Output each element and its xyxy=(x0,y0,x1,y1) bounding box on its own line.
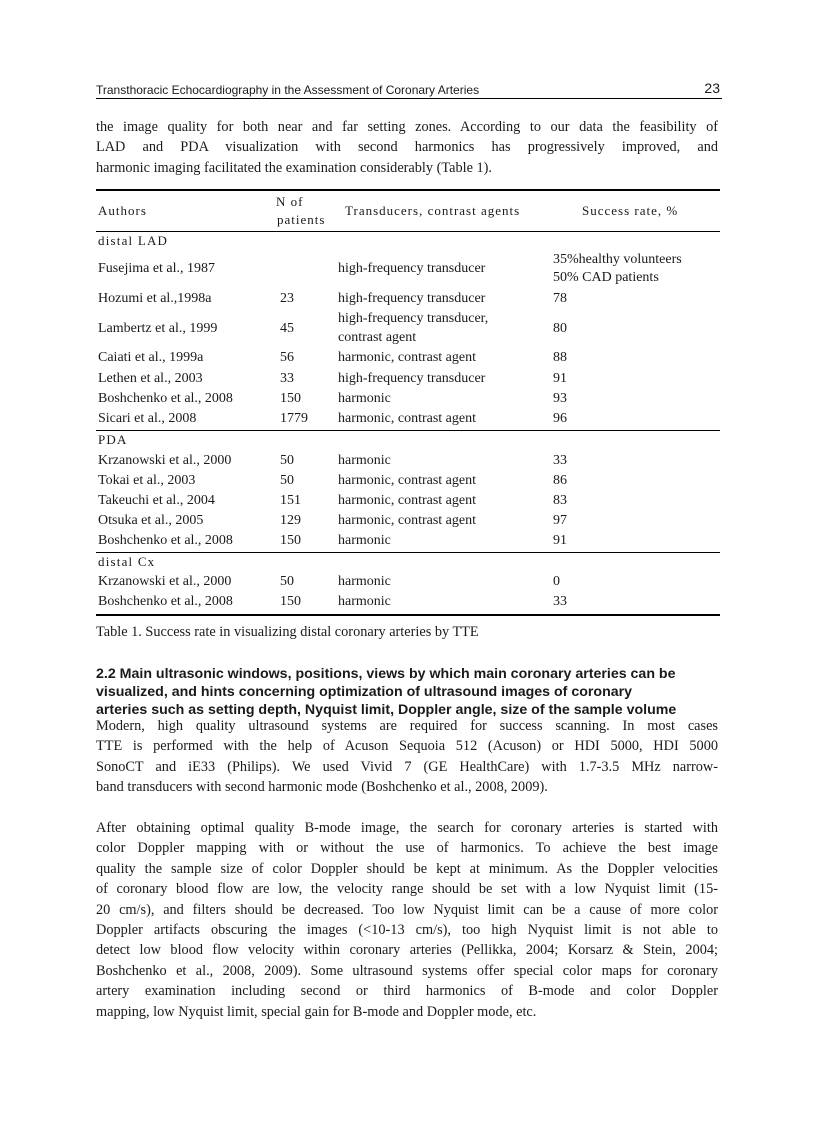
section-heading xyxy=(96,665,720,720)
cell-success: 0 xyxy=(553,574,560,589)
cell-author: Caiati et al., 1999a xyxy=(98,350,204,365)
cell-author: Lambertz et al., 1999 xyxy=(98,321,218,336)
text-line: the image quality for both near and far setting zones. According to our data the feasibility of xyxy=(96,119,718,135)
table-top-rule xyxy=(96,189,720,191)
cell-author: Krzanowski et al., 2000 xyxy=(98,574,232,589)
cell-n: 50 xyxy=(280,473,294,488)
cell-author: Sicari et al., 2008 xyxy=(98,411,197,426)
cell-success: 83 xyxy=(553,493,567,508)
body-paragraph-1 xyxy=(96,716,718,798)
intro-paragraph xyxy=(96,117,718,178)
cell-success: 91 xyxy=(553,533,567,548)
cell-success: 96 xyxy=(553,411,567,426)
cell-success-line2: 50% CAD patients xyxy=(553,270,659,285)
cell-n: 33 xyxy=(280,371,294,386)
cell-author: Boshchenko et al., 2008 xyxy=(98,533,233,548)
cell-transducer: harmonic, contrast agent xyxy=(338,350,477,365)
cell-author: Fusejima et al., 1987 xyxy=(98,261,216,276)
text-line: LAD and PDA visualization with second harmonics has progressively improved, and xyxy=(96,139,718,156)
cell-success: 91 xyxy=(553,371,567,386)
cell-n: 1779 xyxy=(280,411,308,426)
text-line: Modern, high quality ultrasound systems are required for success scanning. In most cases xyxy=(96,718,718,734)
header-transducers: Transducers, contrast agents xyxy=(345,203,521,218)
heading-line: arteries such as setting depth, Nyquist limit, Doppler angle, size of the sample volume xyxy=(96,702,677,719)
running-head xyxy=(96,82,722,99)
text-line: of coronary blood flow are low, the velocity range should be set with a low Nyquist limit (15- xyxy=(96,881,718,898)
cell-n: 45 xyxy=(280,321,294,336)
cell-success: 33 xyxy=(553,594,567,609)
cell-transducer: high-frequency transducer xyxy=(338,291,486,306)
header-n-line2: patients xyxy=(277,212,326,227)
text-line: mapping, low Nyquist limit, special gain for B-mode and Doppler mode, etc. xyxy=(96,1003,537,1020)
cell-transducer: high-frequency transducer, xyxy=(338,311,489,326)
body-paragraph-2 xyxy=(96,818,718,1022)
cell-n: 129 xyxy=(280,513,301,528)
header-success: Success rate, % xyxy=(582,203,679,218)
table-caption: Table 1. Success rate in visualizing distal coronary arteries by TTE xyxy=(96,624,479,640)
cell-success: 33 xyxy=(553,453,567,468)
cell-success: 88 xyxy=(553,350,567,365)
section-label-pda: PDA xyxy=(98,432,128,447)
cell-transducer: harmonic xyxy=(338,391,391,406)
cell-author: Takeuchi et al., 2004 xyxy=(98,493,215,508)
cell-author: Otsuka et al., 2005 xyxy=(98,513,204,528)
text-line: After obtaining optimal quality B-mode image, the search for coronary arteries is started with xyxy=(96,820,718,836)
cell-author: Boshchenko et al., 2008 xyxy=(98,391,233,406)
text-line: TTE is performed with the help of Acuson Sequoia 512 (Acuson) or HDI 5000, HDI 5000 xyxy=(96,738,718,755)
cell-n: 56 xyxy=(280,350,294,365)
cell-transducer: harmonic xyxy=(338,533,391,548)
section-rule xyxy=(96,430,720,431)
cell-transducer: harmonic, contrast agent xyxy=(338,473,477,488)
header-n-line1: N of xyxy=(276,194,304,209)
heading-line: visualized, and hints concerning optimization of ultrasound images of coronary xyxy=(96,684,633,701)
section-label-distal-cx: distal Cx xyxy=(98,554,156,569)
cell-n: 50 xyxy=(280,574,294,589)
cell-success: 78 xyxy=(553,291,567,306)
cell-author: Boshchenko et al., 2008 xyxy=(98,594,233,609)
cell-success: 86 xyxy=(553,473,567,488)
cell-transducer: high-frequency transducer xyxy=(338,261,486,276)
cell-success: 80 xyxy=(553,321,567,336)
header-authors: Authors xyxy=(98,203,147,218)
table-header-rule xyxy=(96,231,720,232)
cell-author: Lethen et al., 2003 xyxy=(98,371,203,386)
text-line: Doppler artifacts obscuring the images (<10-13 cm/s), too high Nyquist limit is not able to xyxy=(96,922,718,939)
section-label-distal-lad: distal LAD xyxy=(98,233,169,248)
cell-transducer: harmonic xyxy=(338,453,391,468)
table-bottom-rule xyxy=(96,614,720,616)
cell-transducer: harmonic xyxy=(338,594,391,609)
cell-transducer: harmonic xyxy=(338,574,391,589)
text-line: quality the sample size of color Doppler should be kept at minimum. As the Doppler velocities xyxy=(96,860,718,877)
cell-n: 150 xyxy=(280,391,301,406)
cell-n: 50 xyxy=(280,453,294,468)
text-line: SonoCT and iE33 (Philips). We used Vivid 7 (GE HealthCare) with 1.7-3.5 MHz narrow- xyxy=(96,758,718,775)
cell-success: 97 xyxy=(553,513,567,528)
cell-transducer: harmonic, contrast agent xyxy=(338,411,477,426)
cell-author: Tokai et al., 2003 xyxy=(98,473,196,488)
cell-author: Hozumi et al.,1998a xyxy=(98,291,212,306)
text-line: color Doppler mapping with or without the use of harmonics. To achieve the best image xyxy=(96,840,718,857)
running-head-title: Transthoracic Echocardiography in the Assessment of Coronary Arteries xyxy=(96,83,480,97)
cell-transducer-line2: contrast agent xyxy=(338,330,417,345)
cell-transducer: harmonic, contrast agent xyxy=(338,513,477,528)
text-line: artery examination including second or third harmonics of B-mode and color Doppler xyxy=(96,983,718,1000)
page-number: 23 xyxy=(704,80,720,96)
cell-n: 150 xyxy=(280,594,301,609)
cell-n: 23 xyxy=(280,291,294,306)
text-line: band transducers with second harmonic mode (Boshchenko et al., 2008, 2009). xyxy=(96,779,548,796)
text-line: detect low blood flow velocity within coronary arteries (Pellikka, 2004; Korsarz & Stein, 2004; xyxy=(96,942,718,959)
cell-transducer: high-frequency transducer xyxy=(338,371,486,386)
text-line: harmonic imaging facilitated the examination considerably (Table 1). xyxy=(96,159,492,176)
cell-success: 93 xyxy=(553,391,567,406)
cell-n: 151 xyxy=(280,493,301,508)
section-rule xyxy=(96,552,720,553)
cell-author: Krzanowski et al., 2000 xyxy=(98,453,232,468)
cell-transducer: harmonic, contrast agent xyxy=(338,493,477,508)
cell-n: 150 xyxy=(280,533,301,548)
text-line: 20 cm/s), and filters should be decreased. Too low Nyquist limit can be a cause of more color xyxy=(96,901,718,918)
heading-line: 2.2 Main ultrasonic windows, positions, views by which main coronary arteries can be xyxy=(96,666,676,682)
text-line: Boshchenko et al., 2008, 2009). Some ultrasound systems offer special color maps for coronary xyxy=(96,962,718,979)
cell-success: 35%healthy volunteers xyxy=(553,252,682,267)
